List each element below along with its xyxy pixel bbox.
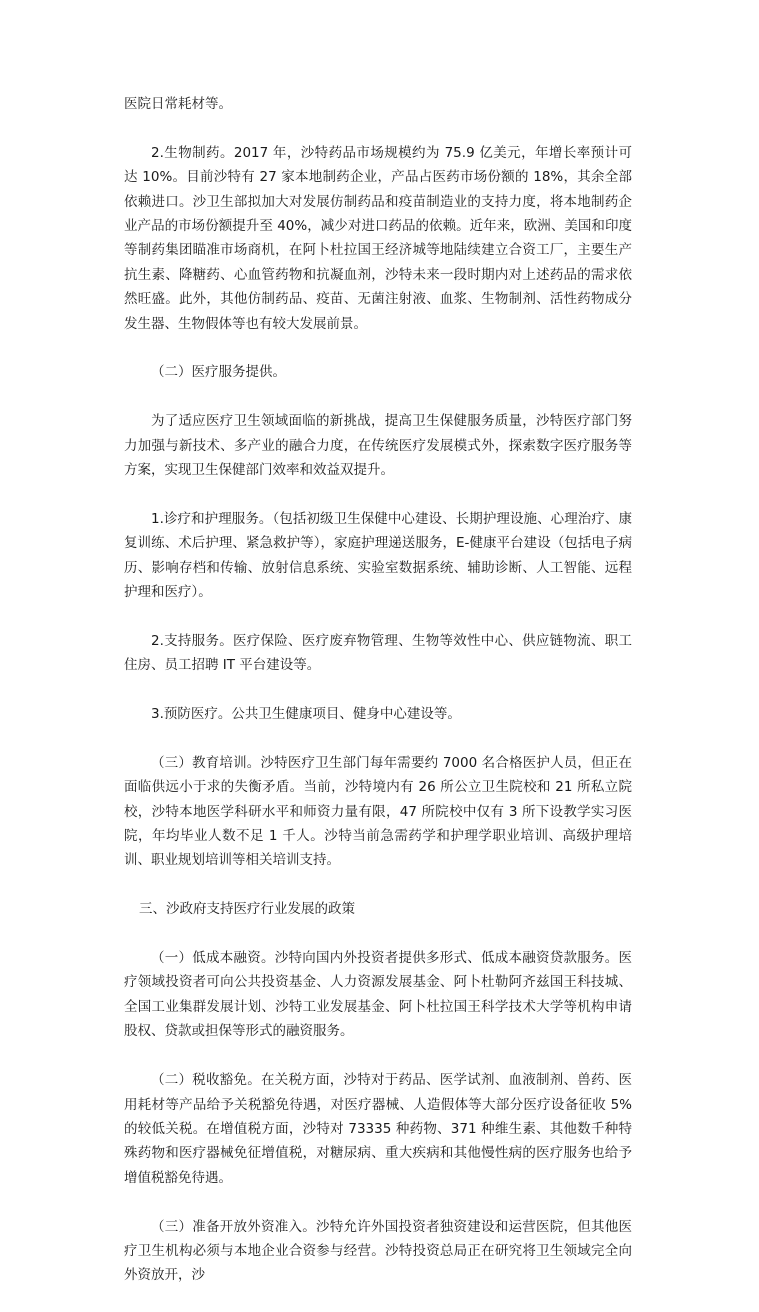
paragraph-foreign-investment: （三）准备开放外资准入。沙特允许外国投资者独资建设和运营医院，但其他医疗卫生机构必须与本地企业合资参与经营。沙特投资总局正在研究将卫生领域完全向外资放开，沙 (124, 1218, 632, 1284)
paragraph-digital-health: 为了适应医疗卫生领域面临的新挑战，提高卫生保健服务质量，沙特医疗部门努力加强与新技术、多产业的融合力度，在传统医疗发展模式外，探索数字医疗服务等方案，实现卫生保健部门效率和效益双提升。 (124, 413, 632, 479)
paragraph-tax-exemption: （二）税收豁免。在关税方面，沙特对于药品、医学试剂、血液制剂、兽药、医用耗材等产品给予关税豁免待遇，对医疗器械、人造假体等大部分医疗设备征收 5%的较低关税。在增值税方面，沙特对 73335 种药物、371 种维生素、其他数千种特殊药物和医疗器械免征增值税，对糖尿病、重大疾病和其他慢性病的医疗服务也给予增值税豁免待遇。 (124, 1072, 632, 1186)
paragraph-continuation: 医院日常耗材等。 (124, 96, 232, 112)
paragraph-diagnosis-nursing: 1.诊疗和护理服务。（包括初级卫生保健中心建设、长期护理设施、心理治疗、康复训练、术后护理、紧急救护等），家庭护理递送服务，E-健康平台建设（包括电子病历、影响存档和传输、放射信息系统、实验室数据系统、辅助诊断、人工智能、远程护理和医疗）。 (124, 510, 632, 601)
paragraph-preventive-care: 3.预防医疗。公共卫生健康项目、健身中心建设等。 (151, 706, 461, 723)
heading-government-policies: 三、沙政府支持医疗行业发展的政策 (139, 901, 355, 918)
paragraph-low-cost-financing: （一）低成本融资。沙特向国内外投资者提供多形式、低成本融资贷款服务。医疗领域投资者可向公共投资基金、人力资源发展基金、阿卜杜勒阿齐兹国王科技城、全国工业集群发展计划、沙特工业发展基金、阿卜杜拉国王科学技术大学等机构申请股权、贷款或担保等形式的融资服务。 (124, 950, 632, 1040)
document-body (124, 92, 632, 1312)
paragraph-education-training: （三）教育培训。沙特医疗卫生部门每年需要约 7000 名合格医护人员，但正在面临供远小于求的失衡矛盾。当前，沙特境内有 26 所公立卫生院校和 21 所私立院校，沙特本地医学科研水平和师资力量有限，47 所院校中仅有 3 所下设教学实习医院，年均毕业人数不足 1 千人。沙特当前急需药学和护理学职业培训、高级护理培训、职业规划培训等相关培训支持。 (124, 754, 632, 869)
heading-medical-services: （二）医疗服务提供。 (151, 364, 286, 381)
paragraph-support-services: 2.支持服务。医疗保险、医疗废弃物管理、生物等效性中心、供应链物流、职工住房、员工招聘 IT 平台建设等。 (124, 632, 632, 674)
paragraph-biopharma: 2.生物制药。2017 年，沙特药品市场规模约为 75.9 亿美元，年增长率预计可达 10%。目前沙特有 27 家本地制药企业，产品占医药市场份额的 18%，其余全部依赖进口。沙卫生部拟加大对发展仿制药品和疫苗制造业的支持力度，将本地制药企业产品的市场份额提升至 40%，减少对进口药品的依赖。近年来，欧洲、美国和印度等制药集团瞄准市场商机，在阿卜杜拉国王经济城等地陆续建立合资工厂，主要生产抗生素、降糖药、心血管药物和抗凝血剂，沙特未来一段时期内对上述药品的需求依然旺盛。此外，其他仿制药品、疫苗、无菌注射液、血浆、生物制剂、活性药物成分发生器、生物假体等也有较大发展前景。 (124, 144, 632, 332)
